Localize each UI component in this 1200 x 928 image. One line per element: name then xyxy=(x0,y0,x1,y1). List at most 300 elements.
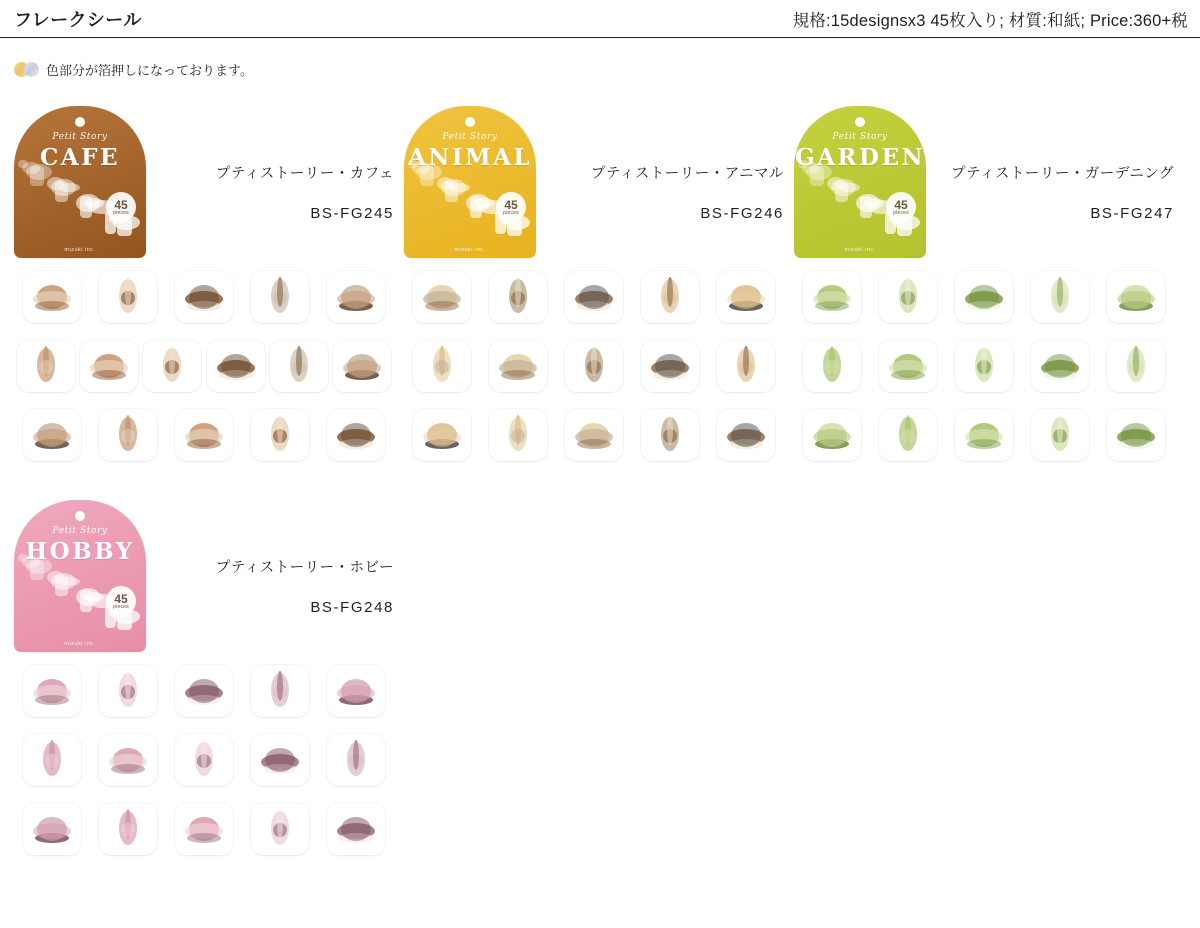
sticker-motif-shape xyxy=(965,291,1003,307)
product-package-image xyxy=(14,106,146,258)
sticker-cell xyxy=(318,404,394,466)
paint-palette-sticker xyxy=(23,665,81,717)
sticker-motif-shape xyxy=(825,360,839,374)
sticker-row xyxy=(14,335,394,397)
sticker-motif-shape xyxy=(1051,279,1069,313)
sticker-cell xyxy=(242,798,318,860)
sticker-motif-shape xyxy=(965,429,1003,445)
sticker-motif-shape xyxy=(577,439,611,449)
sticker-motif-shape xyxy=(577,301,611,311)
sticker-cell xyxy=(242,729,318,791)
sticker-motif-shape xyxy=(817,423,847,447)
sticker-motif-shape xyxy=(579,285,609,309)
sticker-motif-shape xyxy=(425,439,459,449)
sticker-motif-shape xyxy=(273,685,287,699)
cow-spotted-cat-sticker xyxy=(489,271,547,323)
sticker-row xyxy=(14,266,394,328)
sticker-motif-shape xyxy=(273,823,287,837)
sticker-cell xyxy=(870,266,946,328)
sticker-motif-shape xyxy=(187,695,221,705)
sticker-row xyxy=(14,729,394,791)
sticker-motif-shape xyxy=(121,291,135,305)
package-footer-label: mizuki inc. xyxy=(64,247,96,253)
sticker-cell xyxy=(632,266,708,328)
product-name: プティストーリー・カフェ xyxy=(215,166,394,182)
sticker-motif-shape xyxy=(189,679,219,703)
coffee-cup-saucer-sticker xyxy=(80,340,138,392)
sticker-cell xyxy=(708,266,784,328)
brown-bear-cub-sticker xyxy=(565,271,623,323)
sticker-motif-shape xyxy=(347,354,377,378)
sticker-cell xyxy=(14,404,90,466)
fox-curled-up-sticker xyxy=(717,409,775,461)
sticker-cell xyxy=(166,660,242,722)
sticker-motif-shape xyxy=(33,291,71,307)
foil-note-label: 色部分が箔押しになっております。 xyxy=(46,63,253,78)
sticker-motif-shape xyxy=(1121,423,1151,447)
sticker-motif-shape xyxy=(33,685,71,701)
squirrel-under-leaf-sticker xyxy=(413,409,471,461)
package-count-number: 45 xyxy=(894,197,908,212)
sticker-motif-shape xyxy=(1043,370,1077,380)
sticker-cell xyxy=(90,266,166,328)
sticker-motif-shape xyxy=(1057,415,1063,445)
sticker-motif-shape xyxy=(125,671,131,701)
package-series-name: GARDEN xyxy=(794,144,926,171)
sticker-motif-shape xyxy=(651,360,689,376)
sticker-motif-shape xyxy=(341,817,371,841)
package-series-name: HOBBY xyxy=(25,538,135,565)
sticker-motif-shape xyxy=(290,348,308,382)
sticker-motif-shape xyxy=(94,354,124,378)
sticker-cell xyxy=(1022,266,1098,328)
product-code: BS-FG248 xyxy=(310,599,394,616)
sticker-motif-shape xyxy=(729,439,763,449)
sticker-motif-shape xyxy=(427,285,457,309)
sticker-motif-shape xyxy=(337,685,375,701)
hamster-on-book-sticker xyxy=(717,340,775,392)
package-count-badge xyxy=(106,586,136,616)
sticker-cell xyxy=(318,729,394,791)
sticker-cell xyxy=(1098,335,1174,397)
sticker-motif-shape xyxy=(125,809,131,839)
sticker-motif-shape xyxy=(337,291,375,307)
sticker-motif-shape xyxy=(515,277,521,307)
silver-swatch-icon xyxy=(24,62,39,77)
sticker-sample-grid xyxy=(404,266,784,473)
sticker-motif-shape xyxy=(579,423,609,447)
sticker-motif-shape xyxy=(817,285,847,309)
foil-note xyxy=(14,60,253,79)
sticker-motif-shape xyxy=(729,301,763,311)
sticker-motif-shape xyxy=(195,742,213,776)
sticker-cell xyxy=(166,266,242,328)
sticker-motif-shape xyxy=(967,439,1001,449)
sticker-motif-shape xyxy=(265,748,295,772)
sticker-row xyxy=(14,660,394,722)
sticker-row xyxy=(404,266,784,328)
sticker-motif-shape xyxy=(37,348,55,382)
sticker-motif-shape xyxy=(1119,439,1153,449)
sticker-cell xyxy=(141,335,204,397)
sticker-cell xyxy=(267,335,330,397)
sticker-cell xyxy=(77,335,140,397)
sticker-row xyxy=(404,335,784,397)
music-stand-sticker xyxy=(23,734,81,786)
sticker-motif-shape xyxy=(425,301,459,311)
sticker-motif-shape xyxy=(349,754,363,768)
sticker-motif-shape xyxy=(511,429,525,443)
sticker-motif-shape xyxy=(277,809,283,839)
sticker-cell xyxy=(1098,404,1174,466)
sticker-motif-shape xyxy=(271,811,289,845)
sticker-motif-shape xyxy=(585,348,603,382)
product-name: プティストーリー・アニマル xyxy=(590,166,784,182)
espresso-machine-sticker xyxy=(333,340,391,392)
sticker-motif-shape xyxy=(37,423,67,447)
sticker-motif-shape xyxy=(1117,291,1155,307)
sticker-motif-shape xyxy=(969,285,999,309)
hanging-plant-shelf-sticker xyxy=(955,409,1013,461)
sticker-motif-shape xyxy=(655,354,685,378)
sticker-motif-shape xyxy=(427,423,457,447)
sticker-motif-shape xyxy=(33,823,71,839)
coffee-beans-spill-sticker xyxy=(207,340,265,392)
product-caption xyxy=(162,162,394,222)
sticker-cell xyxy=(204,335,267,397)
sticker-motif-shape xyxy=(261,754,299,770)
gramophone-case-sticker xyxy=(327,734,385,786)
sticker-motif-shape xyxy=(899,417,917,451)
leather-satchel-sticker xyxy=(99,734,157,786)
embroidery-hoop-sticker xyxy=(175,734,233,786)
sticker-cell xyxy=(1098,266,1174,328)
sticker-motif-shape xyxy=(197,754,211,768)
sticker-motif-shape xyxy=(35,695,69,705)
orange-tabby-cat-sticker xyxy=(565,409,623,461)
sticker-cell xyxy=(794,335,870,397)
sticker-motif-shape xyxy=(189,423,219,447)
herb-envelope-sticker xyxy=(1107,409,1165,461)
sticker-motif-shape xyxy=(39,360,53,374)
sticker-motif-shape xyxy=(503,354,533,378)
sticker-motif-shape xyxy=(111,764,145,774)
product-code: BS-FG246 xyxy=(700,205,784,222)
beige-puppy-sticker xyxy=(413,340,471,392)
sticker-motif-shape xyxy=(277,671,283,701)
sticker-row xyxy=(404,404,784,466)
sticker-motif-shape xyxy=(187,833,221,843)
sticker-motif-shape xyxy=(967,301,1001,311)
sticker-cell xyxy=(318,660,394,722)
grey-tabby-cat-sticker xyxy=(565,340,623,392)
product-package-image xyxy=(794,106,926,258)
sticker-motif-shape xyxy=(187,301,221,311)
package-count-number: 45 xyxy=(114,197,128,212)
sticker-motif-shape xyxy=(185,685,223,701)
blue-flower-wreath-sticker xyxy=(803,409,861,461)
sticker-motif-shape xyxy=(339,439,373,449)
sticker-cell xyxy=(632,335,708,397)
sticker-motif-shape xyxy=(353,740,359,770)
sticker-cell xyxy=(480,404,556,466)
package-hang-hole xyxy=(75,117,85,127)
sticker-cell xyxy=(90,660,166,722)
sticker-motif-shape xyxy=(575,291,613,307)
sticker-cell xyxy=(1022,404,1098,466)
bird-on-branch-sticker xyxy=(641,271,699,323)
product-caption xyxy=(552,162,784,222)
sticker-motif-shape xyxy=(901,291,915,305)
iced-coffee-glass-sticker xyxy=(327,409,385,461)
sticker-cell xyxy=(14,729,90,791)
sticker-row xyxy=(14,798,394,860)
bud-vase-with-sprig-sticker xyxy=(879,271,937,323)
sticker-motif-shape xyxy=(189,817,219,841)
chocolate-cake-slice-sticker xyxy=(175,409,233,461)
sticker-motif-shape xyxy=(337,823,375,839)
sticker-motif-shape xyxy=(90,360,128,376)
sticker-motif-shape xyxy=(1051,417,1069,451)
duck-and-duckling-sticker xyxy=(413,271,471,323)
sticker-cell xyxy=(242,660,318,722)
sticker-cell xyxy=(404,266,480,328)
sticker-motif-shape xyxy=(341,285,371,309)
paintbrush-bundle-sticker xyxy=(251,803,309,855)
sticker-motif-shape xyxy=(813,291,851,307)
sticker-motif-shape xyxy=(45,754,59,768)
sticker-motif-shape xyxy=(727,291,765,307)
sticker-cell xyxy=(242,404,318,466)
strawberry-shortcake-sticker xyxy=(23,409,81,461)
sticker-motif-shape xyxy=(339,301,373,311)
sticker-sample-grid xyxy=(794,266,1174,473)
sticker-motif-shape xyxy=(271,279,289,313)
sticker-motif-shape xyxy=(292,360,306,374)
package-hang-hole xyxy=(75,511,85,521)
sticker-cell xyxy=(166,404,242,466)
black-cat-leaping-sticker xyxy=(641,340,699,392)
sticker-motif-shape xyxy=(119,417,137,451)
sticker-motif-shape xyxy=(49,740,55,770)
sticker-cell xyxy=(870,335,946,397)
sticker-cell xyxy=(556,266,632,328)
sticker-cell xyxy=(708,335,784,397)
sticker-motif-shape xyxy=(891,370,925,380)
orange-flower-pot-sticker xyxy=(955,340,1013,392)
product-code: BS-FG245 xyxy=(310,205,394,222)
sticker-motif-shape xyxy=(121,823,135,837)
sticker-motif-shape xyxy=(423,291,461,307)
sticker-motif-shape xyxy=(109,754,147,770)
sticker-motif-shape xyxy=(221,354,251,378)
package-count-badge xyxy=(496,192,526,222)
product-caption xyxy=(942,162,1174,222)
sticker-motif-shape xyxy=(663,429,677,443)
package-series-name: CAFE xyxy=(39,144,120,171)
flower-cart-sticker xyxy=(955,271,1013,323)
sticker-cell xyxy=(794,266,870,328)
sticker-motif-shape xyxy=(185,291,223,307)
sticker-cell xyxy=(556,335,632,397)
sticker-motif-shape xyxy=(37,817,67,841)
sticker-motif-shape xyxy=(37,285,67,309)
sticker-cell xyxy=(14,266,90,328)
sticker-motif-shape xyxy=(975,348,993,382)
sticker-motif-shape xyxy=(121,685,135,699)
product-name: プティストーリー・ホビー xyxy=(215,560,394,576)
sticker-motif-shape xyxy=(823,348,841,382)
page-title: フレークシール xyxy=(14,9,142,30)
product-spec-text: 規格:15designsx3 45枚入り; 材質:和紙; Price:360+税 xyxy=(792,11,1188,30)
sticker-cell xyxy=(90,404,166,466)
sticker-motif-shape xyxy=(119,673,137,707)
sticker-motif-shape xyxy=(587,360,601,374)
hand-coffee-grinder-sticker xyxy=(143,340,201,392)
sticker-cell xyxy=(90,798,166,860)
lily-of-the-valley-sticker xyxy=(879,340,937,392)
sticker-motif-shape xyxy=(1045,354,1075,378)
sticker-motif-shape xyxy=(743,346,749,376)
sticker-cell xyxy=(318,266,394,328)
foil-swatch-group xyxy=(14,62,39,77)
sticker-motif-shape xyxy=(981,346,987,376)
blue-iris-flower-sticker xyxy=(803,271,861,323)
sticker-motif-shape xyxy=(169,346,175,376)
sticker-motif-shape xyxy=(893,354,923,378)
sticker-motif-shape xyxy=(163,348,181,382)
sticker-motif-shape xyxy=(739,360,753,374)
sticker-motif-shape xyxy=(339,833,373,843)
sticker-motif-shape xyxy=(423,429,461,445)
grey-cat-sitting-sticker xyxy=(489,409,547,461)
sticker-cell xyxy=(556,404,632,466)
stacked-books-sticker xyxy=(99,665,157,717)
sticker-motif-shape xyxy=(217,360,255,376)
sticker-motif-shape xyxy=(905,415,911,445)
sticker-motif-shape xyxy=(343,360,381,376)
sticker-motif-shape xyxy=(35,833,69,843)
sticker-motif-shape xyxy=(439,346,445,376)
sticker-motif-shape xyxy=(189,285,219,309)
sticker-motif-shape xyxy=(889,360,927,376)
sticker-motif-shape xyxy=(341,679,371,703)
package-series-name: ANIMAL xyxy=(407,144,533,171)
sticker-motif-shape xyxy=(185,823,223,839)
letter-envelope-set-sticker xyxy=(251,734,309,786)
sticker-motif-shape xyxy=(277,415,283,445)
package-count-badge xyxy=(886,192,916,222)
package-count-unit: pieces xyxy=(113,603,129,610)
product-package-image xyxy=(14,500,146,652)
sticker-motif-shape xyxy=(731,423,761,447)
coffee-bean-sack-sticker xyxy=(251,271,309,323)
sticker-cell xyxy=(946,404,1022,466)
sticker-motif-shape xyxy=(43,742,61,776)
sticker-motif-shape xyxy=(113,748,143,772)
product-name: プティストーリー・ガーデニング xyxy=(951,166,1174,182)
sticker-motif-shape xyxy=(509,279,527,313)
sticker-motif-shape xyxy=(509,417,527,451)
sticker-cell xyxy=(14,660,90,722)
sticker-motif-shape xyxy=(727,429,765,445)
sticker-motif-shape xyxy=(271,673,289,707)
chalkboard-menu-sign-sticker xyxy=(99,271,157,323)
lavender-bundle-sticker xyxy=(879,409,937,461)
sticker-motif-shape xyxy=(501,370,535,380)
sticker-motif-shape xyxy=(37,679,67,703)
sticker-motif-shape xyxy=(901,429,915,443)
sticker-motif-shape xyxy=(33,429,71,445)
sticker-motif-shape xyxy=(653,370,687,380)
package-brand-label: Petit Story xyxy=(52,132,108,142)
sticker-motif-shape xyxy=(1041,360,1079,376)
sticker-motif-shape xyxy=(339,695,373,705)
sticker-cell xyxy=(794,404,870,466)
sticker-cell xyxy=(242,266,318,328)
sticker-cell xyxy=(14,798,90,860)
sticker-motif-shape xyxy=(43,346,49,376)
sticker-row xyxy=(794,404,1174,466)
sticker-cell xyxy=(632,404,708,466)
package-count-number: 45 xyxy=(114,591,128,606)
sticker-motif-shape xyxy=(273,429,287,443)
sticker-motif-shape xyxy=(273,291,287,305)
sticker-cell xyxy=(404,404,480,466)
sticker-motif-shape xyxy=(511,291,525,305)
wildflower-bouquet-sticker xyxy=(1031,271,1089,323)
sticker-motif-shape xyxy=(125,277,131,307)
sticker-motif-shape xyxy=(813,429,851,445)
sticker-motif-shape xyxy=(1053,429,1067,443)
package-hang-hole xyxy=(855,117,865,127)
takeaway-coffee-cup-sticker xyxy=(251,409,309,461)
cello-sticker xyxy=(327,803,385,855)
sticker-motif-shape xyxy=(663,291,677,305)
sticker-motif-shape xyxy=(1117,429,1155,445)
sticker-cell xyxy=(480,266,556,328)
cafe-chair-sticker xyxy=(17,340,75,392)
sticker-motif-shape xyxy=(219,370,253,380)
sticker-cell xyxy=(946,266,1022,328)
sticker-motif-shape xyxy=(969,423,999,447)
open-garden-book-sticker xyxy=(803,340,861,392)
sticker-row xyxy=(14,404,394,466)
vintage-camera-sticker xyxy=(175,803,233,855)
sticker-motif-shape xyxy=(667,415,673,445)
sticker-cell xyxy=(404,335,480,397)
sticker-motif-shape xyxy=(187,439,221,449)
sticker-motif-shape xyxy=(731,285,761,309)
sticker-motif-shape xyxy=(977,360,991,374)
sticker-motif-shape xyxy=(899,279,917,313)
sticker-cell xyxy=(166,729,242,791)
sticker-cell xyxy=(1022,335,1098,397)
sticker-motif-shape xyxy=(815,301,849,311)
sticker-motif-shape xyxy=(92,370,126,380)
sticker-motif-shape xyxy=(1127,348,1145,382)
sticker-cell xyxy=(166,798,242,860)
package-brand-label: Petit Story xyxy=(832,132,888,142)
sticker-motif-shape xyxy=(667,277,673,307)
round-cake-stand-sticker xyxy=(175,271,233,323)
sticker-motif-shape xyxy=(185,429,223,445)
cafe-latte-cup-sticker xyxy=(23,271,81,323)
package-count-unit: pieces xyxy=(113,209,129,216)
sticker-cell xyxy=(708,404,784,466)
sticker-row xyxy=(794,335,1174,397)
sticker-cell xyxy=(14,335,77,397)
